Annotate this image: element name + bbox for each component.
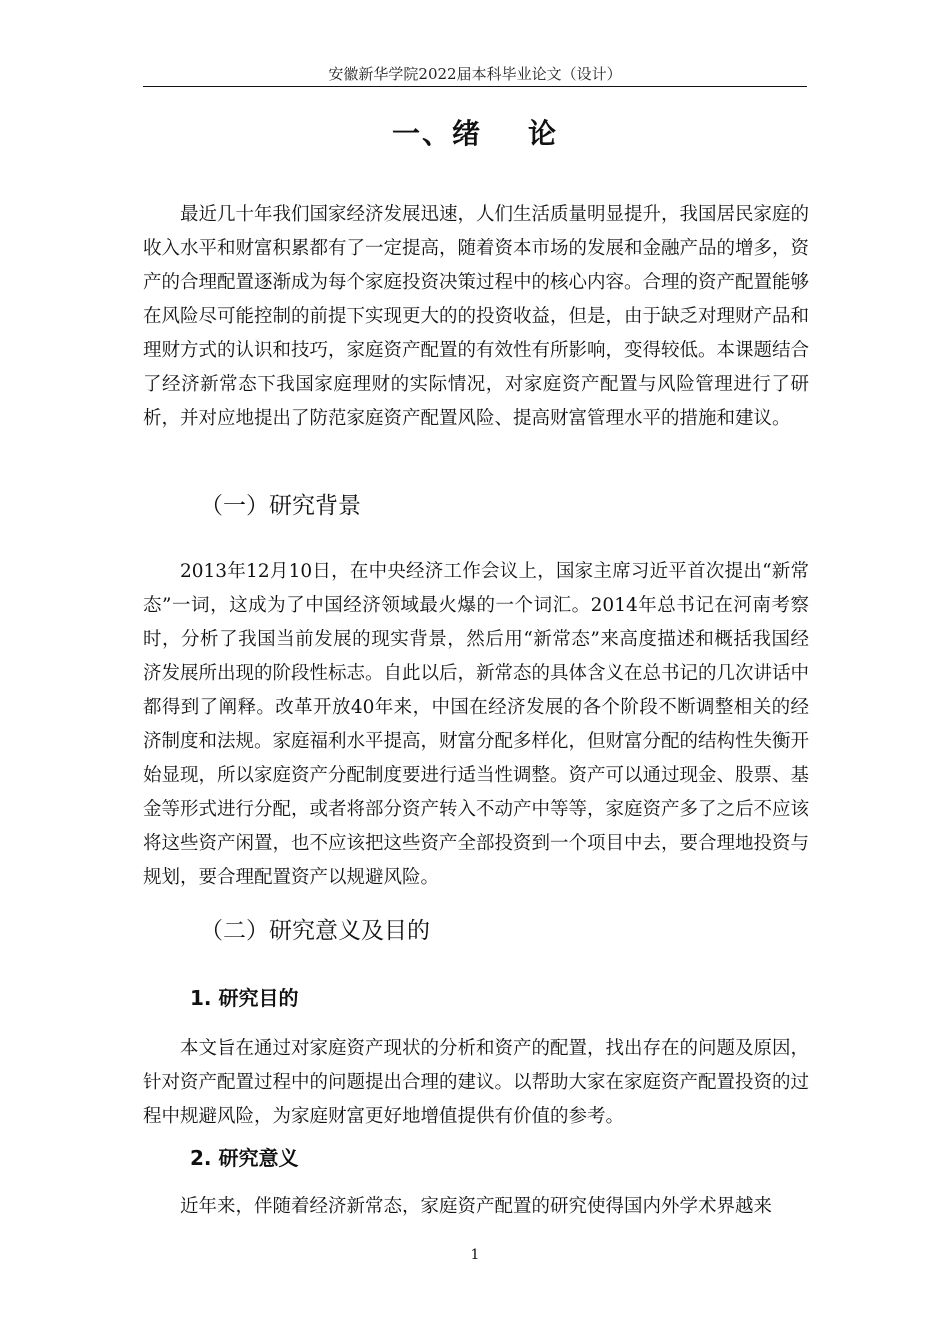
background-paragraph: 2013年12月10日，在中央经济工作会议上，国家主席习近平首次提出“新常态”一词，这成为了中国经济领域最火爆的一个词汇。2014年总书记在河南考察时，分析了我国当前发展的现实背景，然后用“新常态”来高度描述和概括我国经济发展所出现的阶段性标志。自此以后，新常态的具体含义在总书记的几次讲话中都得到了阐释。改革开放40年来，中国在经济发展的各个阶段不断调整相关的经济制度和法规。家庭福利水平提高，财富分配多样化，但财富分配的结构性失衡开始显现，所以家庭资产分配制度要进行适当性调整。资产可以通过现金、股票、基金等形式进行分配，或者将部分资产转入不动产中等等，家庭资产多了之后不应该将这些资产闲置，也不应该把这些资产全部投资到一个项目中去，要合理地投资与规划，要合理配置资产以规避风险。 bbox=[143, 561, 810, 888]
chapter-title-part2: 论 bbox=[528, 117, 559, 150]
significance-paragraph: 近年来，伴随着经济新常态，家庭资产配置的研究使得国内外学术界越来 bbox=[180, 1196, 773, 1217]
page-number: 1 bbox=[470, 1247, 480, 1263]
section-heading-significance: （二）研究意义及目的 bbox=[200, 918, 430, 944]
running-header: 安徽新华学院2022届本科毕业论文（设计） bbox=[328, 65, 622, 83]
chapter-title bbox=[143, 112, 807, 156]
chapter-title-part1: 一、绪 bbox=[391, 117, 482, 150]
subsection-heading-purpose: 1. 研究目的 bbox=[190, 986, 299, 1010]
subsection-heading-significance: 2. 研究意义 bbox=[190, 1146, 299, 1170]
purpose-paragraph: 本文旨在通过对家庭资产现状的分析和资产的配置，找出存在的问题及原因，针对资产配置过程中的问题提出合理的建议。以帮助大家在家庭资产配置投资的过程中规避风险，为家庭财富更好地增值提供有价值的参考。 bbox=[143, 1038, 810, 1127]
section-heading-background: （一）研究背景 bbox=[200, 493, 361, 519]
intro-paragraph: 最近几十年我们国家经济发展迅速，人们生活质量明显提升，我国居民家庭的收入水平和财富积累都有了一定提高，随着资本市场的发展和金融产品的增多，资产的合理配置逐渐成为每个家庭投资决策过程中的核心内容。合理的资产配置能够在风险尽可能控制的前提下实现更大的的投资收益，但是，由于缺乏对理财产品和理财方式的认识和技巧，家庭资产配置的有效性有所影响，变得较低。本课题结合了经济新常态下我国家庭理财的实际情况，对家庭资产配置与风险管理进行了研析，并对应地提出了防范家庭资产配置风险、提高财富管理水平的措施和建议。 bbox=[143, 204, 810, 429]
header-divider bbox=[143, 86, 807, 87]
